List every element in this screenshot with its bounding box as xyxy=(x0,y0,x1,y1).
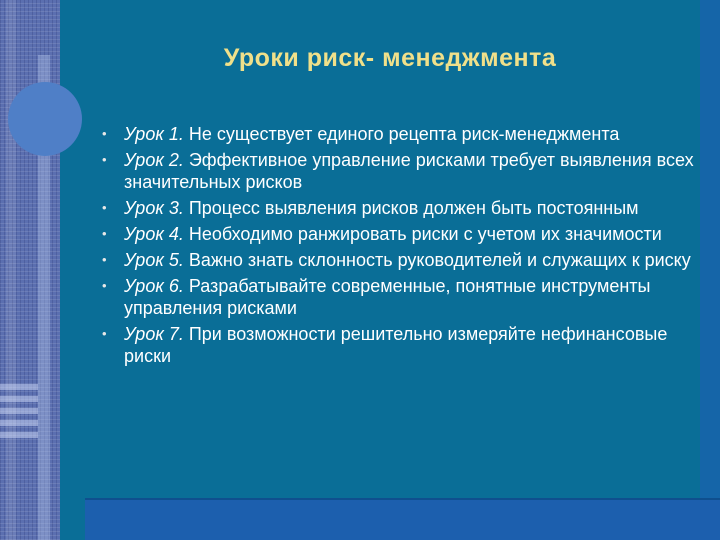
lesson-text: Не существует единого рецепта риск-менеджмента xyxy=(183,124,620,144)
bullet-icon: • xyxy=(102,200,107,215)
list-item xyxy=(96,249,696,271)
decorative-right-column xyxy=(700,0,720,540)
decorative-strip-bar xyxy=(6,0,16,540)
list-item xyxy=(96,275,696,319)
decorative-left-strip xyxy=(0,0,60,540)
list-item xyxy=(96,149,696,193)
list-item xyxy=(96,123,696,145)
lesson-label: Урок 7. xyxy=(124,324,184,344)
lesson-text: Важно знать склонность руководителей и служащих к риску xyxy=(183,250,691,270)
bullet-icon: • xyxy=(102,252,107,267)
list-item xyxy=(96,197,696,219)
list-item xyxy=(96,223,696,245)
lesson-text: Необходимо ранжировать риски с учетом их значимости xyxy=(183,224,662,244)
lesson-text: Разрабатывайте современные, понятные инструменты управления рисками xyxy=(124,276,651,318)
lesson-label: Урок 3. xyxy=(124,198,184,218)
bullet-icon: • xyxy=(102,126,107,141)
lesson-text: При возможности решительно измеряйте нефинансовые риски xyxy=(124,324,668,366)
lesson-label: Урок 4. xyxy=(124,224,184,244)
lesson-text: Процесс выявления рисков должен быть постоянным xyxy=(183,198,639,218)
bullet-icon: • xyxy=(102,152,107,167)
bullet-icon: • xyxy=(102,278,107,293)
decorative-circle xyxy=(8,82,82,156)
list-item xyxy=(96,323,696,367)
lesson-list xyxy=(96,123,696,371)
lesson-text: Эффективное управление рисками требует выявления всех значительных рисков xyxy=(124,150,694,192)
lesson-label: Урок 2. xyxy=(124,150,184,170)
lesson-label: Урок 6. xyxy=(124,276,184,296)
lesson-label: Урок 1. xyxy=(124,124,184,144)
slide-title: Уроки риск- менеджмента xyxy=(223,44,557,72)
decorative-footer-block xyxy=(85,500,720,540)
bullet-icon: • xyxy=(102,226,107,241)
lesson-label: Урок 5. xyxy=(124,250,184,270)
decorative-strip-blocks xyxy=(0,378,38,438)
bullet-icon: • xyxy=(102,326,107,341)
